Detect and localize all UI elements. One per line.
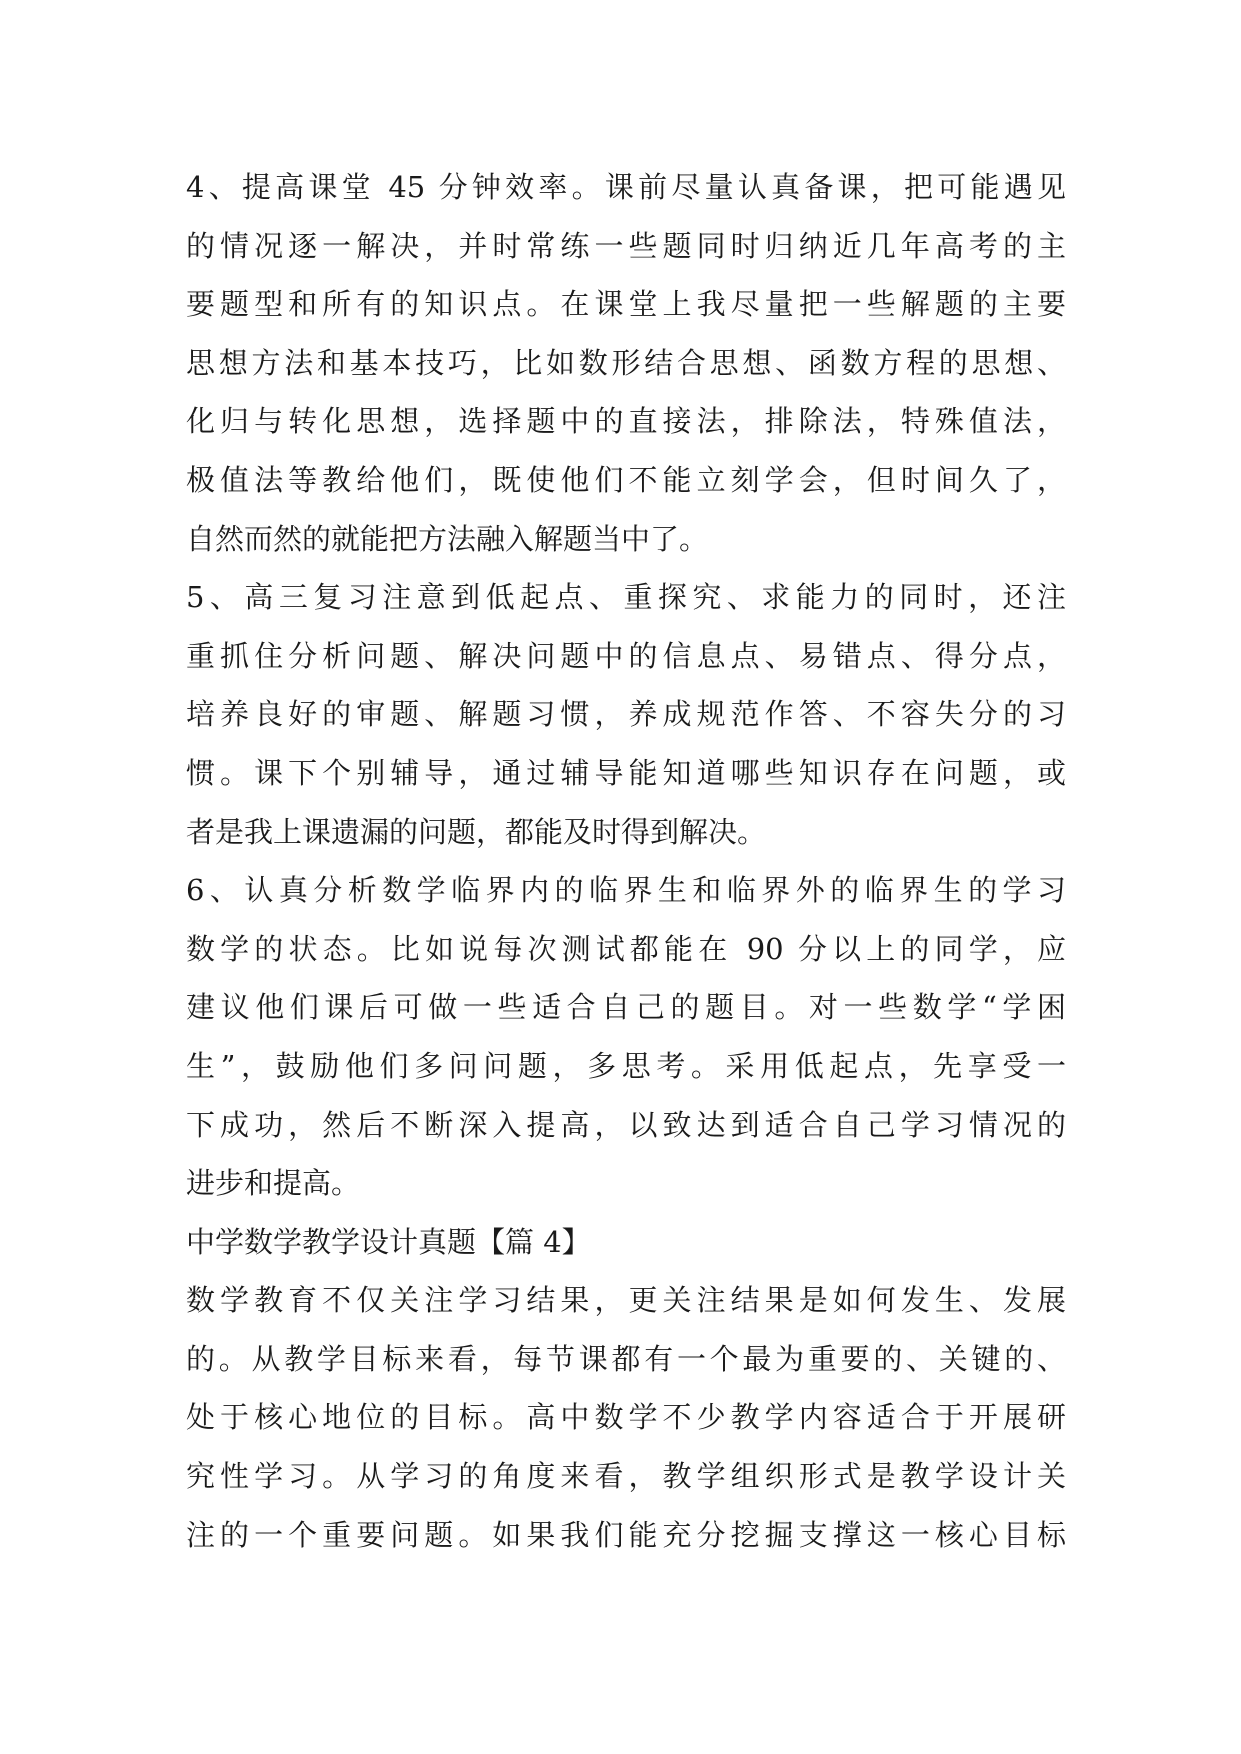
text-line: 数学的状态。比如说每次测试都能在 90 分以上的同学，应	[186, 931, 1066, 966]
text-line: 培养良好的审题、解题习惯，养成规范作答、不容失分的习	[186, 697, 1066, 732]
text-line: 思想方法和基本技巧，比如数形结合思想、函数方程的思想、	[186, 345, 1066, 380]
text-line: 注的一个重要问题。如果我们能充分挖掘支撑这一核心目标	[186, 1517, 1066, 1552]
text-line: 化归与转化思想，选择题中的直接法，排除法，特殊值法，	[186, 404, 1066, 439]
text-line: 4、提高课堂 45 分钟效率。课前尽量认真备课，把可能遇见	[186, 170, 1066, 204]
text-line: 下成功，然后不断深入提高，以致达到适合自己学习情况的	[186, 1107, 1066, 1142]
text-line: 者是我上课遗漏的问题，都能及时得到解决。	[186, 814, 767, 849]
text-line: 自然而然的就能把方法融入解题当中了。	[186, 521, 709, 556]
text-line: 的。从教学目标来看，每节课都有一个最为重要的、关键的、	[186, 1341, 1066, 1376]
text-line: 处于核心地位的目标。高中数学不少教学内容适合于开展研	[186, 1400, 1066, 1435]
text-line: 建议他们课后可做一些适合自己的题目。对一些数学“学困	[186, 990, 1066, 1025]
text-line: 进步和提高。	[186, 1166, 361, 1201]
text-line: 中学数学教学设计真题【篇 4】	[186, 1224, 591, 1259]
document-body	[186, 158, 1066, 1564]
text-line: 数学教育不仅关注学习结果，更关注结果是如何发生、发展	[186, 1283, 1066, 1318]
text-line: 的情况逐一解决，并时常练一些题同时归纳近几年高考的主	[186, 228, 1066, 263]
text-line: 重抓住分析问题、解决问题中的信息点、易错点、得分点，	[186, 638, 1066, 673]
text-line: 究性学习。从学习的角度来看，教学组织形式是教学设计关	[186, 1459, 1066, 1494]
text-line: 要题型和所有的知识点。在课堂上我尽量把一些解题的主要	[186, 287, 1066, 322]
text-line: 极值法等教给他们，既使他们不能立刻学会，但时间久了，	[186, 462, 1066, 497]
text-line: 生”，鼓励他们多问问题，多思考。采用低起点，先享受一	[186, 1048, 1066, 1083]
text-line: 5、高三复习注意到低起点、重探究、求能力的同时，还注	[186, 580, 1066, 615]
text-line: 6、认真分析数学临界内的临界生和临界外的临界生的学习	[186, 873, 1066, 908]
text-line: 惯。课下个别辅导，通过辅导能知道哪些知识存在问题，或	[186, 755, 1066, 790]
